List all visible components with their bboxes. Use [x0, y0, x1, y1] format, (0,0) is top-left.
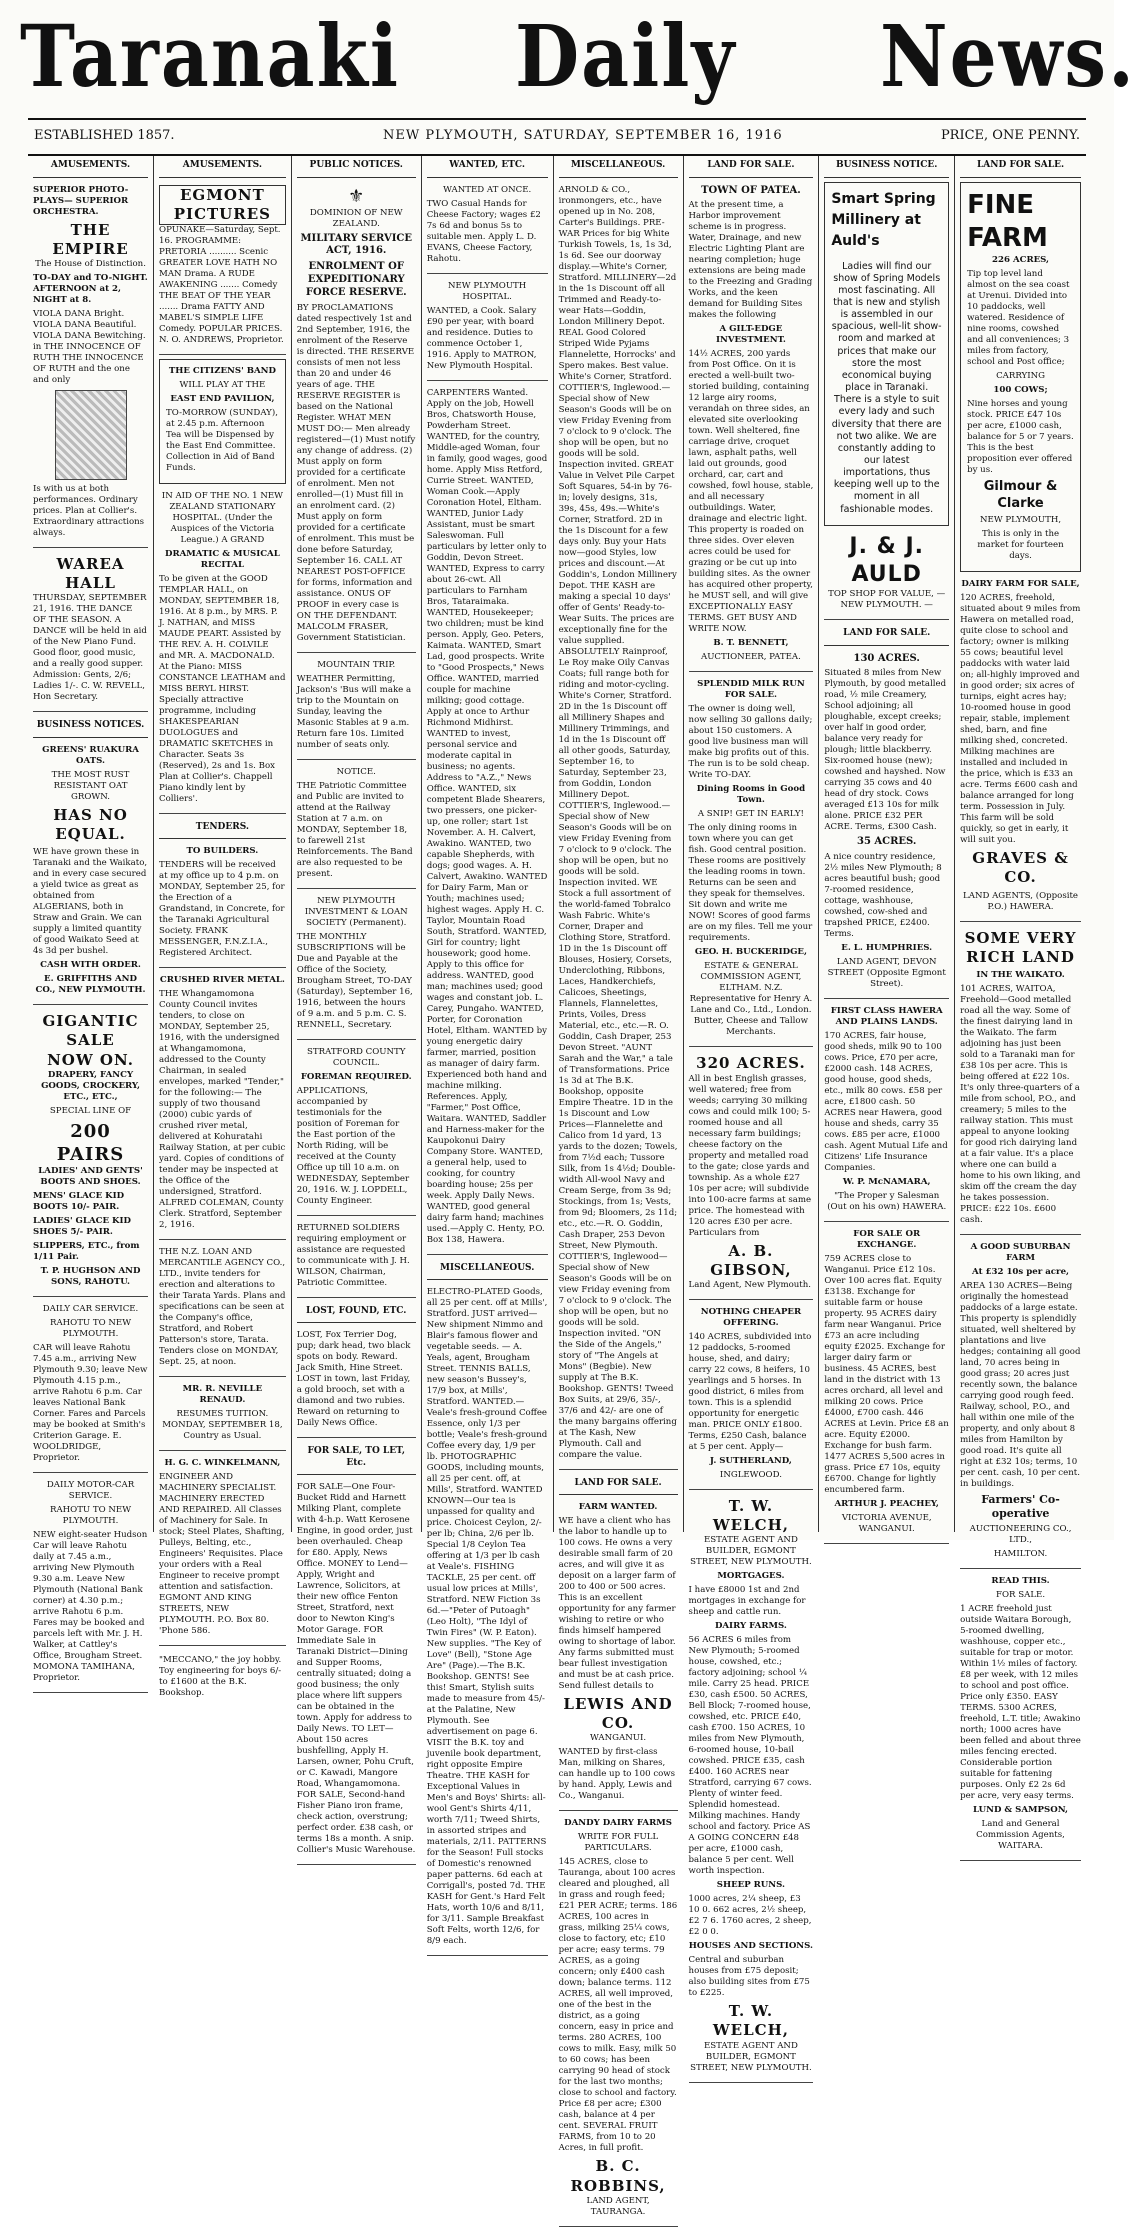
ad-text: AREA 130 ACRES—Being originally the homestead paddocks of a large estate. This property is splendidly situated, well sheltered by plantations and live hedges; containing all good land, 70 acres being in good grass; 20 acres just recently sown, the balance carrying good rough feed. Railway, school, P.O., and hall within one mile of the property, and only about 8 miles from Hamilton by good road. It's quite all right at £32 10s; terms, 10 per cent. cash, 10 per cent. in buildings.: [960, 1281, 1081, 1490]
ad-advertiser: Farmers' Co-operative: [981, 1493, 1060, 1521]
ad-title: DAIRY FARMS.: [714, 1621, 787, 1632]
ad-advertiser: GRAVES & CO.: [972, 849, 1069, 887]
ad-advertiser: E. GRIFFITHS AND CO., NEW PLYMOUTH.: [35, 974, 146, 996]
ad-header: MOUNTAIN TRIP.: [317, 659, 396, 670]
ad-text: TENDERS will be received at my office up to 4 p.m. on MONDAY, September 25, for the Erection of a Grandstand, in Concrete, for the Taranaki Agricultural Society. FRANK MESSENGER, F.N.Z.I.A., Registered Architect.: [159, 860, 285, 959]
ad-title: ENROLMENT OF EXPEDITIONARY FORCE RESERVE.: [305, 261, 407, 298]
masthead-word-news: News.: [880, 8, 1136, 107]
ad-ruakura-oats: [33, 742, 148, 1005]
ad-read-this: [960, 1573, 1081, 1861]
ad-title: FIRST CLASS HAWERA AND PLAINS LANDS.: [830, 1006, 943, 1028]
ad-title: HOUSES AND SECTIONS.: [688, 1941, 814, 1952]
ad-wanted-list: [427, 385, 548, 1255]
ad-title: 35 ACRES.: [857, 836, 917, 848]
ad-header: NEW PLYMOUTH HOSPITAL.: [448, 280, 527, 302]
ad-text: 140 ACRES, subdivided into 12 paddocks, 5-roomed house, shed, and dairy; carry 22 cows, 8 heifers, 10 yearlings and 5 horses. In good district, 6 miles from town. This is a splendid opportunity for energetic man. PRICE ONLY £1800. Terms, £250 Cash, balance at 5 per cent. Apply—: [688, 1331, 812, 1452]
ad-river-metal: [159, 972, 286, 1240]
ad-header: FOR SALE OR EXCHANGE.: [853, 1229, 921, 1251]
ad-title: 130 ACRES.: [853, 652, 920, 664]
ad-title: A GOOD SUBURBAN FARM: [970, 1242, 1071, 1264]
ad-text: ENGINEER AND MACHINERY SPECIALIST. MACHINERY ERECTED AND REPAIRED. All Classes of Machinery for Sale. In stock; Steel Plates, Shafting, Pulleys, Belting, etc., Engineers' Requisites. Place your orders with a Real Engineer to receive prompt attention and satisfaction. EGMONT AND KING STREETS, NEW PLYMOUTH. P.O. Box 80. 'Phone 586.: [159, 1472, 285, 1637]
column-header: LAND FOR SALE.: [960, 156, 1081, 178]
masthead: [0, 0, 1136, 118]
ad-text: 120 ACRES, freehold, situated about 9 miles from Hawera on metalled road, quite close to school and factory; owner is milking 55 cows; beautiful level paddocks with water laid on; all-highly improved and in good order; six acres of turnips, eight acres hay; 10-roomed house in good repair, stable, implement shed, barn, and fine milking shed, concreted. Milking machines are installed and included in the price, which is £33 an acre. Terms £600 cash and balance arranged for long term. Possession in July. This farm will be sold quickly, so get in early, it will suit you.: [960, 593, 1081, 846]
ad-header: NOTICE.: [336, 766, 376, 777]
ad-title: READ THIS.: [991, 1576, 1050, 1587]
ad-title: 226 ACRES,: [992, 255, 1050, 266]
masthead-word-taranaki: Taranaki: [20, 8, 401, 107]
ad-advertiser: ARTHUR J. PEACHEY,: [834, 1499, 939, 1510]
ad-header: NEW PLYMOUTH INVESTMENT & LOAN SOCIETY (Permanent).: [304, 895, 408, 928]
price-text: PRICE, ONE PENNY.: [940, 128, 1080, 143]
price-line: MENS' GLACE KID BOOTS 10/- PAIR.: [33, 1190, 125, 1212]
ad-text: WE have grown these in Taranaki and the Waikato, and in every case secured a yield twice as great as obtained from ALGERIANS, both in Straw and Grain. We can supply a limited quantity of good Waikato Seed at 4s 3d per bushel.: [33, 847, 148, 957]
ad-text: 145 ACRES, close to Tauranga, about 100 acres cleared and ploughed, all in grass and rough feed; £21 PER ACRE; terms. 186 ACRES, 100 acres in grass, milking 25¼ cows, close to factory, etc; £10 per acre; easy terms. 79 ACRES, as a going concern; only £400 cash down; balance terms. 112 ACRES, all well improved, one of the best in the district, as a going concern, easy in price and terms. 280 ACRES, 100 cows to milk. Easy, milk 50 to 60 cows; has been carrying 90 head of stock for the last two months; close to school and factory. Price £8 per acre; £300 cash, balance at 4 per cent. SEVERAL FRUIT FARMS, from 10 to 20 Acres, in full profit.: [558, 1857, 678, 2154]
ad-warea-hall: [33, 552, 148, 712]
ad-title: THE EMPIRE: [52, 220, 129, 258]
ad-text: LAND AGENT, TAURANGA.: [586, 2195, 650, 2217]
ad-title: THE CITIZENS' BAND: [168, 365, 276, 376]
column-8: [955, 156, 1086, 1852]
ad-text: THE Patriotic Committee and Public are invited to attend at the Railway Station at 7 a.m. on MONDAY, September 18, to farewell 21st Reinforcements. The Band are also requested to be present.: [296, 780, 413, 879]
ad-title: MILITARY SERVICE ACT, 1916.: [300, 232, 413, 257]
column-header: MISCELLANEOUS.: [559, 156, 678, 178]
ad-meccano: "MECCANO," the joy hobby. Toy engineering for boys 6/- to £1600 at the B.K. Bookshop.: [159, 1655, 282, 1698]
ad-title: 200 PAIRS: [56, 1120, 125, 1165]
ad-to-builders: [159, 843, 286, 968]
ad-text: CARPENTERS Wanted. Apply on the job, Howell Bros, Chatsworth House, Powderham Street. WANTED, for the country, Middle-aged Woman, four in family, good wages, good home. Apply Miss Retford, Currie Street. WANTED, Woman Cook.—Apply Coronation Hotel, Eltham. WANTED, Junior Lady Assistant, must be smart Saleswoman. Full particulars by letter only to Goddin, Devon Street. WANTED, Express to carry about 26-cwt. All particulars to Farnham Bros, Tataraimaka. WANTED, Housekeeper; two children; must be kind person. Apply, Geo. Peters, Kaimata. WANTED, Smart Lad, good prospects. Write to "Good Prospects," News Office. WANTED, married couple for machine milking; good cottage. Apply at once to Arthur Richmond Midhirst. WANTED to invest, personal service and moderate capital in business; no agents. Address to "A.Z.," News Office. WANTED, six competent Blade Shearers, two pressers, one picker-up, one roller; start 1st November. A. H. Calvert, Awakino. WANTED, two capable Shepherds, with dogs; good wages. A. H. Calvert, Awakino. WANTED for Dairy Farm, Man or Youth; machines used; highest wages. Apply H. C. Taylor, Mountain Road South, Stratford. WANTED, Girl for country; light housework; good home. Apply to this office for address. WANTED, good man; machines used; good wages and constant job. L. Carey, Pungaho. WANTED, Porter, for Coronation Hotel, Eltham. WANTED by young energetic dairy farmer, married, position as manager of dairy farm. Experienced both hand and machine milking. References. Apply, "Farmer," Post Office, Waitara. WANTED, Saddler and Harness-maker for the Kaupokonui Dairy Company Store. WANTED, a general help, used to cooking, for country boarding house; 25s per week. Apply Daily News. WANTED, good general dairy farm hand; machines used.—Apply C. Henty, P.O. Box 138, Hawera.: [426, 387, 548, 1245]
ad-text: TO-MORROW (SUNDAY), at 2.45 p.m. Afternoon Tea will be Dispensed by the East End Committee. Collection in Aid of Band Funds.: [166, 407, 278, 473]
ad-text: 56 ACRES 6 miles from New Plymouth; 5-roomed house, cowshed, etc.; factory adjoining; school ¼ mile. Carry 25 head. PRICE £30, cash £500. 50 ACRES, Bell Block; 7-roomed house, cowshed, etc. PRICE £40, cash £700. 150 ACRES, 10 miles from New Plymouth, 6-roomed house, 10-bail cowshed. PRICE £35, cash £400. 160 ACRES near Stratford, carrying 67 cows. Plenty of winter feed. Splendid homestead. Milking machines. Handy school and factory. Price AS A GOING CONCERN £48 per acre, £1000 cash, balance 5 per cent. Well worth inspection.: [688, 1635, 812, 1877]
ad-title: SPLENDID MILK RUN FOR SALE.: [697, 679, 805, 701]
masthead-word-daily: Daily: [515, 8, 737, 107]
ad-suburban-farm: [960, 1239, 1081, 1569]
ad-text: APPLICATIONS, accompanied by testimonials for the position of Foreman for the East portion of the North Riding, will be received at the County Office up till 10 a.m. on WEDNESDAY, September 20, 1916. W. J. LOPDELL, County Engineer.: [296, 1085, 410, 1206]
ad-text: DOMINION OF NEW ZEALAND.: [309, 207, 403, 229]
ad-text: The only dining rooms in town where you can get fish. Good central position. These rooms are positively the leading rooms in town. Returns can be seen and they speak for themselves. Sit down and write me NOW! Scores of good farms are on my files. Tell me your requirements.: [688, 823, 813, 944]
ad-text: AUCTIONEERING CO., LTD.,: [969, 1524, 1072, 1546]
ad-empire: [33, 182, 148, 548]
ad-wanted-at-once: [427, 182, 548, 274]
ad-text: Land and General Commission Agents, WAITARA.: [976, 1819, 1065, 1852]
ad-text: WANTED, a Cook. Salary £90 per year, with board and residence. Duties to commence October 1, 1916. Apply to MATRON, New Plymouth Hospital.: [426, 305, 537, 371]
ad-text: I have £8000 1st and 2nd mortgages in exchange for sheep and cattle run.: [688, 1585, 806, 1618]
ad-advertiser: J. & J. AULD: [849, 533, 924, 587]
established-text: ESTABLISHED 1857.: [34, 128, 175, 143]
ad-text: "The Proper y Salesman (Out on his own) HAWERA.: [827, 1191, 947, 1213]
ad-text: A nice country residence, 2½ miles New Plymouth; 8 acres beautiful bush; good 7-roomed residence, cottage, washhouse, cowshed, cow-shed and trapshed PRICE, £2400. Terms.: [824, 852, 942, 940]
ad-advertiser: T. W. WELCH,: [712, 2002, 789, 2040]
ad-text: OPUNAKE—Saturday, Sept. 16. PROGRAMME: PRETORIA .......... Scenic GREATER LOVE HATH NO MAN Drama. A RUDE AWAKENING ....... Comedy THE BEAT OF THE YEAR ....... Drama FATTY AND MABEL'S SIMPLE LIFE Comedy. POPULAR PRICES. N. O. ANDREWS, Proprietor.: [159, 224, 284, 345]
ad-text: To be given at the GOOD TEMPLAR HALL, on MONDAY, SEPTEMBER 18, 1916. At 8 p.m., by MRS. P. J. NATHAN, and MISS MAUDE PEART. Assisted by THE REV. A. H. COLVILE and MR. A. MACDONALD. At the Piano: MISS CONSTANCE LEATHAM and MISS BERYL HIRST. Specially attractive programme, including SHAKESPEARIAN DUOLOGUES and DRAMATIC SKETCHES in Character. Seats 3s (Reserved), 2s and 1s. Box Plan at Collier's. Chappell Piano kindly lent by Colliers'.: [159, 573, 286, 804]
ad-title: MORTGAGES.: [717, 1571, 785, 1582]
ad-text: THURSDAY, SEPTEMBER 21, 1916. THE DANCE OF THE SEASON. A DANCE will be held in aid of the New Piano Fund. Good floor, good music, and a really good supper. Admission: Gents, 2/6; Ladies 1/-. C. W. REVELL, Hon Secretary.: [33, 593, 147, 703]
ad-text: ARNOLD & CO., ironmongers, etc., have opened up in No. 208, Carter's Buildings. PRE-WAR Prices for big White Turkish Towels, 1s, 1s 3d, 1s 6d. See our doorway display.—White's Corner, Stratford. MILLINERY—2d in the 1s Discount off all Trimmed and Ready-to-wear Hats—Goddin, London Millinery Depot. REAL Good Colored Striped Wide Pyjams Flannelette, Horrocks' and Spero makes. Best value. White's Corner, Stratford. COTTIER'S, Inglewood.—Special show of New Season's Goods will be on view Friday Evening from 7 o'clock to 9 o'clock. The shop will be open, but no goods will be sold. Inspection invited. GREAT Value in Velvet Pile Carpet Soft Squares, 54-in by 76-in; lovely designs, 31s, 39s, 45s, 49s.—White's Corner, Stratford. 2D in the 1s Discount for a few days only. Buy your Hats now—good Styles, low prices and discount.—At Goddin's, London Millinery Depot. THE KASH are making a special 10 days' offer of Gents' Ready-to-Wear Suits. The prices are exceptionally fine for the value supplied. ABSOLUTELY Rainproof, Le Roy make Oily Canvas Coats; full range both for riding and motor-cycling. White's Corner, Stratford. 2D in the 1s Discount off all Millinery Shapes and Millinery Trimmings, and 1d in the 1s Discount off all other goods, Saturday, September 16, to Saturday, September 23, from Goddin, London Millinery Depot. COTTIER'S, Inglewood.—Special show of New Season's Goods will be on view Friday Evening from 7 o'clock to 9 o'clock. The shop will be open, but no goods will be sold. Inspection invited. WE Stock a full assortment of the world-famed Tobralco Wash Fabric. White's Corner, Draper and Clothing Store, Stratford. 1D in the 1s Discount off Blouses, Hosiery, Corsets, Underclothing, Ribbons, Laces, Handkerchiefs, Calicoes, Sheetings, Flannels, Flannelettes, Prints, Voiles, Dress Material, etc., etc.—R. O. Goddin, Cash Draper, 253 Devon Street. "AUNT Sarah and the War," a tale of Transformations. Price 1s 3d at The B.K. Bookshop, opposite Empire Theatre. 1D in the 1s Discount and Low Prices—Flannelette and Calico from 1d yard, 13 yards to the dozen; Towels, from 7½d each; Tussore Silk, from 1s 4½d; Double-width All-wool Navy and Cream Serge, from 3s 9d; Stockings, from 1s; Vests, from 9d; Bloomers, 2s 11d; etc., etc.—R. O. Goddin, Cash Draper, 253 Devon Street, New Plymouth. COTTIER'S, Inglewood—Special show of New Season's Goods will be on view Friday evening from 7 o'clock to 9 o'clock. The shop will be open, but no goods will be sold. Inspection invited. "ON the Side of the Angels," story of "The Angels at Mons" (Begbie). New supply at The B.K. Bookshop. GENTS! Tweed Box Suits, at 29/6, 35/-, 37/6 and 42/- are one of the many bargains offering at The Kash, New Plymouth. Call and compare the value.: [558, 184, 678, 1460]
ad-rich-land: [960, 926, 1081, 1235]
ad-text: Ladies will find our show of Spring Models most fascinating. All that is new and stylish is assembled in our spacious, well-lit show-room and marked at prices that make our store the most economical buying place in Taranaki. There is a style to suit every lady and such diversity that there are not two alike. We are constantly adding to our latest importations, thus keeping well up to the moment in all fashionable modes.: [831, 260, 942, 515]
ad-loan-society: [297, 893, 416, 1040]
ad-advertiser: A. B. GIBSON,: [710, 1241, 792, 1279]
ad-title: NOTHING CHEAPER OFFERING.: [700, 1306, 802, 1328]
ad-text: ESTATE AGENT AND BUILDER, EGMONT STREET, NEW PLYMOUTH.: [690, 2040, 812, 2073]
ad-returned-soldiers: [297, 1220, 416, 1298]
ad-auld: [824, 530, 949, 620]
ad-title: WAREA HALL: [56, 554, 125, 593]
ad-header: DAILY CAR SERVICE.: [42, 1303, 139, 1314]
ad-welch: [689, 1494, 814, 2083]
ad-advertiser: J. SUTHERLAND,: [709, 1455, 792, 1466]
ad-text: Central and suburban houses from £75 deposit; also building sites from £75 to £225.: [688, 1955, 810, 1999]
ad-text: RETURNED SOLDIERS requiring employment or assistance are requested to communicate with J. H. WILSON, Chairman, Patriotic Committee.: [296, 1222, 410, 1288]
ad-dandy-dairy-farms: [559, 1815, 678, 2226]
ad-text: RAHOTU TO NEW PLYMOUTH.: [49, 1317, 132, 1339]
column-header: BUSINESS NOTICE.: [824, 156, 949, 178]
ad-text: CARRYING: [996, 371, 1045, 382]
ad-milk-run: [689, 676, 814, 1047]
ad-text: 101 ACRES, WAITOA, Freehold—Good metalled road all the way. Some of the finest dairying land in the Waikato. The farm adjoining has just been sold to a Taranaki man for £38 10s per acre. This is being offered at £22 10s. It's only three-quarters of a mile from school, P.O., and creamery; 5 miles to the railway station. This must appeal to anyone looking for good rich dairying land at a fair value. It's a place where one can build a home to his own liking, and skim off the cream the day he takes possession. PRICE: £22 10s. £600 cash.: [960, 984, 1081, 1226]
ad-text: The House of Distinction.: [35, 258, 146, 269]
column-2: [154, 156, 292, 1698]
ad-header: STRATFORD COUNTY COUNCIL.: [307, 1046, 406, 1068]
ad-title: HAS NO EQUAL.: [53, 805, 128, 843]
ad-title: IN THE WAIKATO.: [976, 970, 1065, 981]
ad-text: Nine horses and young stock. PRICE £47 10s per acre, £1000 cash, balance for 5 or 7 years. This is the best proposition ever offered by us.: [967, 399, 1074, 476]
ad-text: WRITE FOR FULL PARTICULARS.: [577, 1832, 659, 1854]
ad-text: At the present time, a Harbor improvement scheme is in progress. Water, Drainage, and new Electric Lighting Plant are nearing completion; huge extensions are being made to the Freezing and Grading Works, and the keen demand for Building Sites makes the following: [688, 200, 813, 321]
ad-title: FARM: [967, 222, 1048, 253]
ad-text: LAND AGENT, DEVON STREET (Opposite Egmont Street).: [827, 957, 946, 990]
column-header: PUBLIC NOTICES.: [297, 156, 416, 178]
ad-text: WANGANUI.: [590, 1733, 647, 1744]
ad-title: DRAMATIC & MUSICAL RECITAL: [165, 548, 280, 570]
ad-text: VICTORIA AVENUE, WANGANUI.: [841, 1513, 932, 1535]
ad-title: 100 COWS;: [993, 385, 1048, 396]
ad-military-service: [297, 182, 416, 653]
ad-egmont-pictures: [159, 182, 286, 355]
ad-320-acres: [689, 1051, 814, 1300]
ad-text: This is only in the market for fourteen days.: [977, 529, 1064, 562]
ad-text: CASH WITH ORDER.: [40, 960, 141, 971]
ad-text: All in best English grasses, well watered; free from weeds; carrying 30 milking cows and could milk 100; 5-roomed house and all necessary farm buildings; cheese factory on the property and metalled road to the gate; close yards and township. As a whole £27 10s per acre; will subdivide into 100-acre farms at same price. The homestead with 120 acres £30 per acre. Particulars from: [688, 1073, 812, 1238]
ad-county-council: [297, 1044, 416, 1216]
ad-lost-found: [297, 1327, 416, 1438]
ad-text: VIOLA DANA Bright. VIOLA DANA Beautiful. VIOLA DANA Bewitching. in THE INNOCENCE OF RUTH THE INNOCENCE OF RUTH and the one and only: [33, 308, 146, 385]
section-header: LAND FOR SALE.: [824, 624, 949, 646]
ad-text: TOP SHOP FOR VALUE, — NEW PLYMOUTH. —: [828, 589, 946, 611]
ad-text: Is with us at both performances. Ordinary prices. Plan at Collier's. Extraordinary attractions always.: [33, 483, 145, 538]
ad-text: 14½ ACRES, 200 yards from Post Office. On it is erected a well-built two-storied building, containing 12 large airy rooms, verandah on three sides, an elevated site overlooking town. Well sheltered, fine carriage drive, croquet lawn, asphalt paths, well laid out grounds, good orchard, car, cart and cowshed, fowl house, stable, and all necessary outbuildings. Water, drainage and electric light. This property is roaded on three sides. Over eleven acres could be used for grazing or be cut up into building sites. As the owner has acquired other property, he MUST sell, and will give EXCEPTIONALLY EASY TERMS. GET BUSY AND WRITE NOW.: [688, 349, 814, 635]
section-header: FOR SALE, TO LET, Etc.: [297, 1442, 416, 1475]
ad-130-acres: [824, 650, 949, 1000]
ad-advertiser: T. P. HUGHSON AND SONS, RAHOTU.: [40, 1265, 141, 1287]
ad-title: SHEEP RUNS.: [716, 1880, 786, 1891]
ad-for-sale: [297, 1479, 416, 1865]
ad-text: WEATHER Permitting, Jackson's 'Bus will make a trip to the Mountain on Sunday, leaving the Masonic Stables at 9 a.m. Return fare 10s. Limited number of seats only.: [296, 673, 412, 750]
ad-loan-mercantile: [159, 1244, 286, 1377]
ad-title: EGMONT PICTURES: [159, 185, 286, 225]
ad-title: GREENS' RUAKURA OATS.: [42, 744, 139, 766]
ad-text: LOST, Fox Terrier Dog, pup; dark head, two black spots on body. Reward. Jack Smith, Hine Street. LOST in town, last Friday, a gold brooch, set with a diamond and two rubies. Reward on returning to Daily News Office.: [296, 1330, 411, 1429]
ad-title: Dining Rooms in Good Town.: [696, 784, 806, 806]
ad-text: RESUMES TUITION. MONDAY, SEPTEMBER 18, Country as Usual.: [162, 1409, 283, 1442]
ad-title: FOREMAN REQUIRED.: [300, 1071, 412, 1082]
section-header: BUSINESS NOTICES.: [33, 716, 148, 738]
ad-text: 759 ACRES close to Wanganui. Price £12 10s. Over 100 acres flat. Equity £3138. Exchange for suitable farm or house property. 95 ACRES dairy farm near Wanganui. Price £73 an acre including equity £2025. Exchange for larger dairy farm or business. 45 ACRES, best land in the district with 13 acres orchard, all level and milking 20 cows. Price £4000, £700 cash. 446 ACRES at Levin. Price £8 an acre. Equity £2000. Exchange for bush farm. 1477 ACRES 5,500 acres in grass. Price £7 10s, equity £6700. Change for lightly encumbered farm.: [824, 1254, 949, 1496]
ad-text: LADIES' AND GENTS' BOOTS AND SHOES.: [38, 1165, 143, 1187]
ad-nothing-cheaper: [689, 1304, 814, 1490]
ad-title: Smart Spring Millinery at Auld's: [831, 190, 936, 249]
ad-dairy-farm: [960, 576, 1081, 921]
ad-text: 1 ACRE freehold just outside Waitara Borough, 5-roomed dwelling, washhouse, copper etc., suitable for trap or motor. Within 1½ miles of factory. £8 per week, with 12 miles to school and post office. Price only £350. EASY TERMS. 5300 ACRES, freehold, L.T. title; Awakino north; 1000 acres have been felled and about three miles fencing erected. Considerable portion suitable for fattening purposes. Only £2 2s 6d per acre, very easy terms.: [960, 1604, 1081, 1802]
ad-text: Situated 8 miles from New Plymouth, by good metalled road, ½ mile Creamery, School adjoining; all ploughable, except creeks; over half in good order, balance very ready for plough; little blackberry. Six-roomed house (new); cowshed and hayshed. Now carrying 35 cows and 40 head of dry stock. Cows averaged £13 10s for milk alone. PRICE £32 PER ACRE. Terms, £300 Cash.: [824, 668, 947, 833]
ad-advertiser: LEWIS AND CO.: [563, 1695, 673, 1733]
ad-text: NEW eight-seater Hudson Car will leave Rahotu daily at 7.45 a.m., arriving New Plymouth 9.30 a.m. Leave New Plymouth (National Bank corner) at 4.30 p.m.; arrive Rahotu 6 p.m. Fares may be booked and parcels left with Mr. J. H. Walker, at Cattley's Office, Brougham Street. MOMONA TAMIHANA, Proprietor.: [33, 1529, 148, 1683]
ad-text: LAND AGENTS, (Opposite P.O.) HAWERA.: [963, 890, 1079, 912]
price-line: LADIES' GLACE KID SHOES 5/- PAIR.: [33, 1215, 131, 1237]
ad-title: H. G. C. WINKELMANN,: [164, 1458, 281, 1469]
columns: [28, 156, 1086, 2217]
ad-text: Land Agent, New Plymouth.: [688, 1279, 812, 1290]
ad-title: FARM WANTED.: [578, 1502, 658, 1513]
ad-header: DAIRY FARM FOR SALE,: [961, 579, 1080, 590]
ad-header: TO BUILDERS.: [186, 846, 259, 857]
section-header: TENDERS.: [159, 818, 286, 840]
ad-text: CAR will leave Rahotu 7.45 a.m., arriving New Plymouth 9.30; leave New Plymouth 4.15 p.m., arrive Rahotu 6 p.m. Car leaves National Bank Corner. Fares and Parcels may be booked at Smith's Criterion Garage. E. WOOLDRIDGE, Proprietor.: [33, 1342, 148, 1463]
ad-advertiser: B. T. BENNETT,: [713, 638, 789, 649]
ad-text: TWO Casual Hands for Cheese Factory; wages £2 7s 6d and bonus 5s to suitable men. Apply L. D. EVANS, Cheese Factory, Rahotu.: [426, 198, 541, 264]
ad-text: ELECTRO-PLATED Goods, all 25 per cent. off at Mills', Stratford. JUST arrived—New shipment Nimmo and Blair's famous flower and vegetable seeds. — A. Yeals, agent, Brougham Street. TENNIS BALLS, new season's Bussey's, 17/9 box, at Mills', Stratford. WANTED.—Veale's fresh-ground Coffee Essence, only 1/3 per bottle; Veale's fresh-ground Coffee every day, 1/9 per lb. PHOTOGRAPHIC GOODS, including mounts, all 25 per cent. off, at Mills', Stratford. WANTED KNOWN—Our tea is unpassed for quality and price. Choicest Ceylon, 2/- per lb; China, 2/6 per lb. Special 1/8 Ceylon Tea offering at 1/3 per lb cash at Veale's. FISHING TACKLE, 25 per cent. off usual low prices at Mills', Stratford. NEW Fiction 3s 6d.—"Peter of Putoagh" (Leo Holt), "The Idyl of Twin Fires" (W. P. Eaton). New supplies. "The Key of Love" (Bell), "Stone Age Are" (Page).—The B.K. Bookshop. GENTS! See this! Smart, Stylish suits made to measure from 45/- at the Palatine, New Plymouth. See advertisement on page 6. VISIT the B.K. toy and juvenile book department, right opposite Empire Theatre. THE KASH for Exceptional Values in Men's and Boys' Shirts: all-wool Gent's Shirts 4/11, worth 7/11; Tweed Shirts, in assorted stripes and materials, 2/11. PATTERNS for the Season! Full stocks of Domestic's renowned paper patterns. 6d each at Corrigall's, posted 7d. THE KASH for Gent.'s Hard Felt Hats, worth 10/6 and 8/11, for 3/11. Sample Breakfast Soft Felts, worth 12/6, for 8/9 each.: [426, 1287, 548, 1947]
ad-title: At £32 10s per acre,: [972, 1267, 1070, 1278]
ad-text: ESTATE AGENT AND BUILDER, EGMONT STREET, NEW PLYMOUTH.: [690, 1535, 812, 1568]
ad-advertiser: LUND & SAMPSON,: [973, 1805, 1069, 1816]
ad-text: WE have a client who has the labor to handle up to 100 cows. He owns a very desirable small farm of 20 acres, and will give it as deposit on a larger farm of 200 to 400 or 500 acres. This is an excellent opportunity for any farmer wishing to retire or who finds himself hampered owing to shortage of labor. Any farms submitted must bear fullest investigation and must be at cash price. Send fullest details to: [558, 1516, 676, 1692]
ad-text: FOR SALE.: [996, 1590, 1046, 1601]
ad-text: ESTATE & GENERAL COMMISSION AGENT, ELTHAM. N.Z. Representative for Henry A. Lane and Co., Ltd., London. Butter, Cheese and Tallow Merchants.: [689, 961, 813, 1038]
ad-text: WILL PLAY AT THE: [179, 379, 266, 390]
section-header: MISCELLANEOUS.: [427, 1259, 548, 1281]
ad-citizens-band: [159, 359, 286, 484]
ad-text: INGLEWOOD.: [719, 1469, 782, 1480]
ad-title: SOME VERY RICH LAND: [964, 928, 1077, 966]
ad-advertiser: E. L. HUMPHRIES.: [841, 943, 933, 954]
ad-text: DRAPERY, FANCY GOODS, CROCKERY, ETC., ETC.,: [41, 1069, 140, 1102]
ad-text: TO-DAY and TO-NIGHT. AFTERNOON at 2, NIGHT at 8.: [33, 272, 148, 305]
ad-header: WANTED AT ONCE.: [443, 184, 532, 195]
ad-title: MR. R. NEVILLE RENAUD.: [182, 1384, 263, 1406]
ad-title: 320 ACRES.: [696, 1054, 806, 1073]
ad-title: GIGANTIC SALE: [42, 1012, 139, 1050]
ad-gigantic-sale: [33, 1009, 148, 1297]
ad-town-of-patea: [689, 182, 814, 673]
ad-title: FINE: [967, 189, 1035, 220]
section-header: LOST, FOUND, ETC.: [297, 1302, 416, 1324]
price-line: SLIPPERS, ETC., from 1/11 Pair.: [33, 1240, 140, 1262]
ad-hawera-lands: [824, 1003, 949, 1222]
column-header: AMUSEMENTS.: [33, 156, 148, 178]
ad-text: SUPERIOR PHOTO-PLAYS— SUPERIOR ORCHESTRA.: [33, 184, 129, 217]
ad-farm-wanted: [559, 1499, 678, 1811]
ad-text: THE N.Z. LOAN AND MERCANTILE AGENCY CO., LTD., invite tenders for erection and alterations to their Tarata Yards. Plans and specifications can be seen at the Company's office, Stratford, and Robert Patterson's store, Tarata. Tenders close on MONDAY, Sept. 25, at noon.: [159, 1247, 286, 1368]
column-7: [819, 156, 955, 1535]
ad-text: THE MONTHLY SUBSCRIPTIONS will be Due and Payable at the Office of the Society, Brougham Street, TO-DAY (Saturday), September 16, 1916, between the hours of 9 a.m. and 5 p.m. C. S. RENNELL, Secretary.: [296, 931, 413, 1030]
ad-advertiser: T. W. WELCH,: [712, 1496, 789, 1535]
ad-renaud: [159, 1381, 286, 1451]
ad-car-service: [33, 1301, 148, 1473]
column-header: AMUSEMENTS.: [159, 156, 286, 178]
column-header: WANTED, ETC.: [427, 156, 548, 178]
ad-advertiser: GEO. H. BUCKERIDGE,: [694, 947, 807, 958]
section-header: LAND FOR SALE.: [559, 1474, 678, 1496]
ad-text: The owner is doing well, now selling 30 gallons daily; about 150 customers. A good live business man will make big profits out of this. The run is to be sold cheap. Write TO-DAY.: [688, 704, 813, 781]
ad-text: SPECIAL LINE OF: [49, 1105, 132, 1116]
ad-title: DANDY DAIRY FARMS: [564, 1818, 672, 1829]
ad-miscellaneous-list: [427, 1284, 548, 1956]
ad-text: 170 ACRES, fair house, good sheds, milk 90 to 100 cows. Price, £70 per acre, £2000 cash. 148 ACRES, good house, good sheds, etc., milk 80 cows. £58 per acre, £1800 cash. 50 ACRES near Hawera, good house and sheds, carry 35 cows. £85 per acre, £1000 cash. Agent Mutual Life and Citizens' Life Insurance Companies.: [824, 1031, 948, 1174]
ad-text: 1000 acres, 2¼ sheep, £3 10 0. 662 acres, 2½ sheep, £2 7 6. 1760 acres, 2 sheep, £2 0 0.: [688, 1894, 812, 1938]
ad-title: TOWN OF PATEA.: [701, 184, 801, 196]
ad-motor-car-service: [33, 1477, 148, 1693]
dateline: [28, 118, 1086, 156]
column-6: [684, 156, 820, 2073]
ad-advertiser: Gilmour & Clarke: [983, 479, 1058, 511]
ad-text: WANTED by first-class Man, milking on Shares, can handle up to 100 cows by hand. Apply, Lewis and Co., Wanganui.: [558, 1747, 676, 1802]
column-3: [292, 156, 422, 1856]
ad-mountain-trip: [297, 657, 416, 760]
ad-title: A GILT-EDGE INVESTMENT.: [715, 324, 786, 346]
ad-text: BY PROCLAMATIONS dated respectively 1st and 2nd September, 1916, the enrolment of the Reserve is directed. THE RESERVE consists of men not less than 20 and under 46 years of age. THE RESERVE REGISTER is based on the National Register. WHAT MEN MUST DO:— Men already registered—(1) Must notify any change of address. (2) Must apply on form provided for a certificate of enrolment. Men not enrolled—(1) Must fill in an enrolment card. (2) Must apply on form provided for a certificate of enrolment. This must be done before Saturday, September 16. CALL AT NEAREST POST-OFFICE for forms, information and assistance. ONUS OF PROOF in every case is ON THE DEFENDANT. MALCOLM FRASER, Government Statistician.: [296, 302, 416, 643]
ad-text: NEW PLYMOUTH,: [980, 515, 1062, 526]
ad-fine-farm: [960, 182, 1081, 573]
ad-smart-millinery: [824, 182, 949, 526]
ad-text: FOR SALE—One Four-Bucket Ridd and Harnett Milking Plant, complete with 4-h.p. Watt Kerosene Engine, in good order, just been overhauled. Cheap for £80. Apply, News Office. MONEY to Lend—Apply, Wright and Lawrence, Solicitors, at their new office Fenton Street, Stratford, next door to Newton King's Motor Garage. FOR Immediate Sale in Taranaki District—Dining and Supper Rooms, centrally situated; doing a good business; the only place where lift suppers can be obtained in the town. Apply for address to Daily News. TO LET—About 150 acres bushfelling, Apply H. Larsen, owner, Pohu Cruft, or C. Kawadi, Mangore Road, Whangamomona. FOR SALE, Second-hand Fisher Piano iron frame, check action, overstrung; perfect order. £38 cash, or terms 18s a month. A snip. Collier's Music Warehouse.: [296, 1482, 416, 1856]
ad-advertiser: W. P. McNAMARA,: [842, 1177, 931, 1188]
ad-header: CRUSHED RIVER METAL.: [159, 975, 285, 986]
ad-hospital: [427, 278, 548, 381]
coat-of-arms-icon: ⚜: [348, 185, 365, 207]
ad-text: IN AID OF THE NO. 1 NEW ZEALAND STATIONARY HOSPITAL. (Under the Auspices of the Victoria League.) A GRAND: [161, 490, 283, 545]
ad-recital: [159, 488, 286, 814]
column-1: [28, 156, 154, 1683]
ad-text: Tip top level land almost on the sea coast at Urenui. Divided into 10 paddocks, well watered. Residence of nine rooms, cowshed and all conveniences; 3 miles from factory, school and Post office;: [967, 269, 1070, 368]
ad-title: NOW ON.: [47, 1050, 134, 1069]
ad-notice: [297, 764, 416, 889]
column-5: [554, 156, 684, 2217]
place-date-text: NEW PLYMOUTH, SATURDAY, SEPTEMBER 16, 1916: [383, 128, 783, 143]
ad-advertiser: B. C. ROBBINS,: [570, 2157, 666, 2195]
ad-text: THE Whangamomona County Council invites tenders, to close on MONDAY, September 25, 1916, with the undersigned at Whangamomona, addressed to the County Chairman, in sealed envelopes, marked "Tender," for the following:— The supply of two thousand (2000) cubic yards of crushed river metal, delivered at Kohuratahi Railway Station, at per cubic yard. Copies of conditions of tender may be inspected at the Office of the undersigned, Stratford. ALFRED COLEMAN, County Clerk. Stratford, September 2, 1916.: [159, 989, 286, 1231]
ad-text: RAHOTU TO NEW PLYMOUTH.: [49, 1504, 132, 1526]
column-4: [422, 156, 554, 1947]
ad-sale-exchange: [824, 1226, 949, 1544]
ad-text: HAMILTON.: [993, 1549, 1048, 1560]
ad-text: AUCTIONEER, PATEA.: [700, 652, 801, 663]
ad-text: A SNIP! GET IN EARLY!: [697, 809, 805, 820]
ad-winkelmann: [159, 1455, 286, 1646]
ad-title: EAST END PAVILION,: [170, 393, 275, 404]
ad-text: THE MOST RUST RESISTANT OAT GROWN.: [51, 769, 130, 802]
ad-header: DAILY MOTOR-CAR SERVICE.: [46, 1479, 135, 1501]
ad-miscellaneous-list: [559, 182, 678, 1470]
charlie-chaplin-illustration: [55, 390, 127, 480]
column-header: LAND FOR SALE.: [689, 156, 814, 178]
